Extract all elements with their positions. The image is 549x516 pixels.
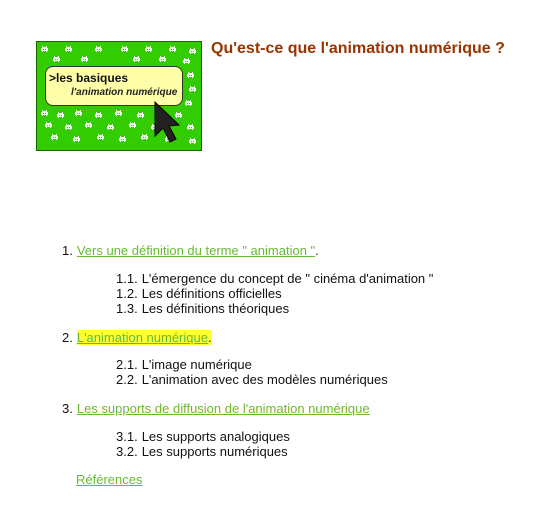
toc-section-1 <box>62 243 319 258</box>
item-number: 2.2. <box>116 372 138 387</box>
toc-item-3-1 <box>116 429 290 444</box>
toc-link-section-3[interactable]: Les supports de diffusion de l'animation numérique <box>76 401 370 416</box>
item-number: 2.1. <box>116 357 138 372</box>
toc-item-2-1 <box>116 357 252 372</box>
item-text: L'image numérique <box>141 357 252 372</box>
toc-item-2-2 <box>116 372 388 387</box>
toc-link-section-1[interactable]: Vers une définition du terme " animation " <box>76 243 316 258</box>
references-link[interactable]: Références <box>76 472 143 487</box>
item-text: L'animation avec des modèles numériques <box>141 372 388 387</box>
item-number: 1.2. <box>116 286 138 301</box>
banner-image <box>36 41 202 151</box>
toc-section-3 <box>62 401 370 416</box>
item-text: Les supports analogiques <box>141 429 290 444</box>
toc-item-1-1 <box>116 271 433 286</box>
item-number: 1.3. <box>116 301 138 316</box>
section-suffix: . <box>207 330 212 345</box>
item-number: 3.1. <box>116 429 138 444</box>
toc-section-2 <box>62 330 212 345</box>
item-number: 1.1. <box>116 271 138 286</box>
banner-title: >les basiques <box>49 71 129 85</box>
toc-item-1-2 <box>116 286 282 301</box>
section-suffix: . <box>315 243 319 258</box>
cursor-arrow-icon <box>37 42 202 151</box>
toc-item-3-2 <box>116 444 288 459</box>
toc-link-section-2[interactable]: L'animation numérique <box>76 330 208 345</box>
item-text: L'émergence du concept de " cinéma d'animation " <box>141 271 434 286</box>
highlight-marker <box>77 330 212 345</box>
item-text: Les définitions théoriques <box>141 301 290 316</box>
references-row <box>76 472 142 487</box>
page-title: Qu'est-ce que l'animation numérique ? <box>211 40 505 57</box>
section-number: 1. <box>62 243 73 258</box>
section-number: 3. <box>62 401 73 416</box>
item-text: Les définitions officielles <box>141 286 282 301</box>
item-number: 3.2. <box>116 444 138 459</box>
section-number: 2. <box>62 330 73 345</box>
item-text: Les supports numériques <box>141 444 288 459</box>
toc-item-1-3 <box>116 301 289 316</box>
banner-subtitle: l'animation numérique <box>71 87 178 98</box>
